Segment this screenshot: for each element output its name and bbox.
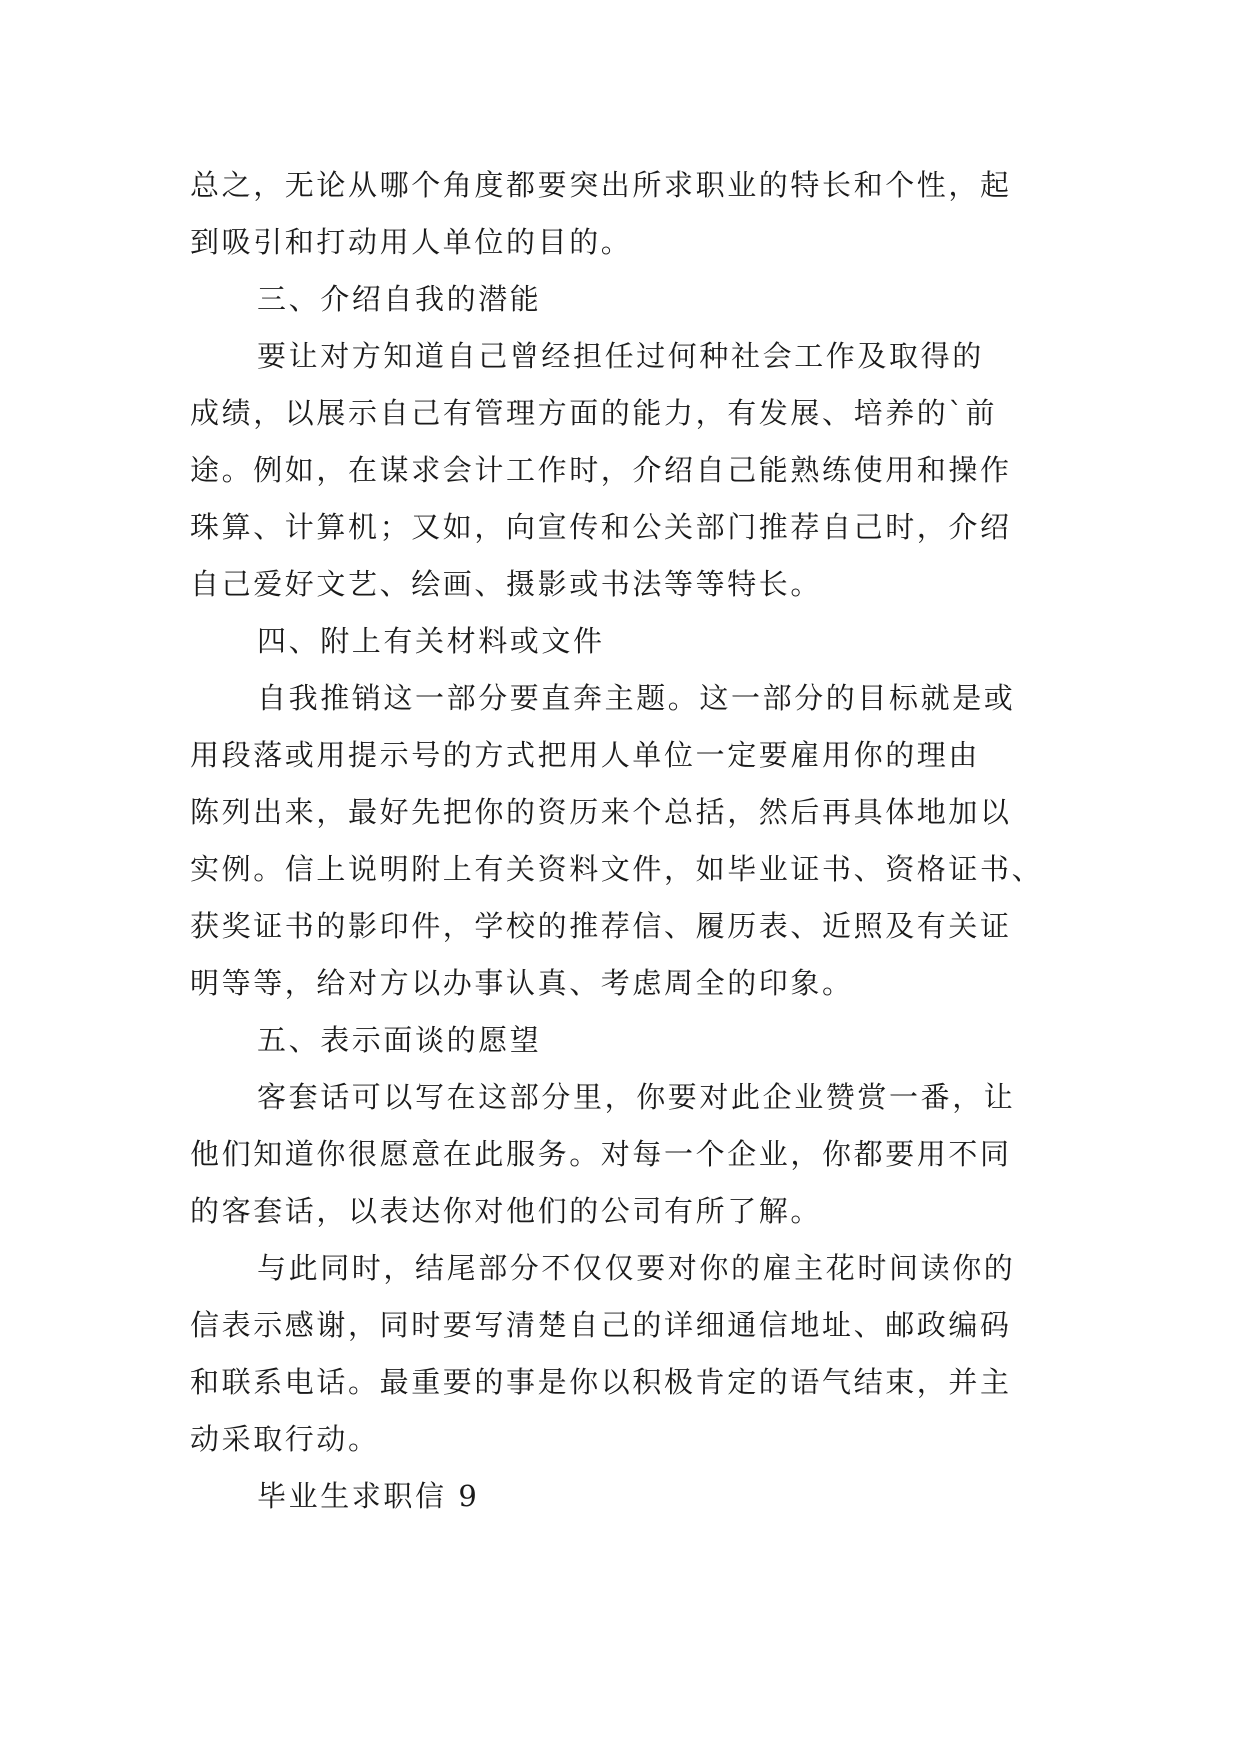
text-line: 和联系电话。最重要的事是你以积极肯定的语气结束，并主 xyxy=(190,1365,1012,1399)
text-line: 明等等，给对方以办事认真、考虑周全的印象。 xyxy=(190,966,854,1000)
section-heading: 四、附上有关材料或文件 xyxy=(257,624,605,658)
text-line: 自我推销这一部分要直奔主题。这一部分的目标就是或 xyxy=(257,681,1016,715)
text-line: 的客套话，以表达你对他们的公司有所了解。 xyxy=(190,1194,823,1228)
text-line: 要让对方知道自己曾经担任过何种社会工作及取得的 xyxy=(257,339,984,373)
text-line: 珠算、计算机；又如，向宣传和公关部门推荐自己时，介绍 xyxy=(190,510,1012,544)
text-line: 陈列出来，最好先把你的资历来个总括，然后再具体地加以 xyxy=(190,795,1012,829)
text-line: 客套话可以写在这部分里，你要对此企业赞赏一番，让 xyxy=(257,1080,1016,1114)
text-line: 与此同时，结尾部分不仅仅要对你的雇主花时间读你的 xyxy=(257,1251,1016,1285)
text-line: 获奖证书的影印件，学校的推荐信、履历表、近照及有关证 xyxy=(190,909,1012,943)
text-line: 自己爱好文艺、绘画、摄影或书法等等特长。 xyxy=(190,567,823,601)
text-line: 途。例如，在谋求会计工作时，介绍自己能熟练使用和操作 xyxy=(190,453,1012,487)
text-line: 成绩，以展示自己有管理方面的能力，有发展、培养的`前 xyxy=(190,396,998,430)
section-heading: 五、表示面谈的愿望 xyxy=(257,1023,542,1057)
text-line: 信表示感谢，同时要写清楚自己的详细通信地址、邮政编码 xyxy=(190,1308,1012,1342)
text-line: 实例。信上说明附上有关资料文件，如毕业证书、资格证书、 xyxy=(190,852,1044,886)
text-line: 动采取行动。 xyxy=(190,1422,380,1456)
section-heading: 三、介绍自我的潜能 xyxy=(257,282,542,316)
text-line: 他们知道你很愿意在此服务。对每一个企业，你都要用不同 xyxy=(190,1137,1012,1171)
text-line: 到吸引和打动用人单位的目的。 xyxy=(190,225,633,259)
text-line: 用段落或用提示号的方式把用人单位一定要雇用你的理由 xyxy=(190,738,981,772)
document-title: 毕业生求职信 9 xyxy=(257,1479,480,1513)
text-line: 总之，无论从哪个角度都要突出所求职业的特长和个性，起 xyxy=(190,168,1012,202)
